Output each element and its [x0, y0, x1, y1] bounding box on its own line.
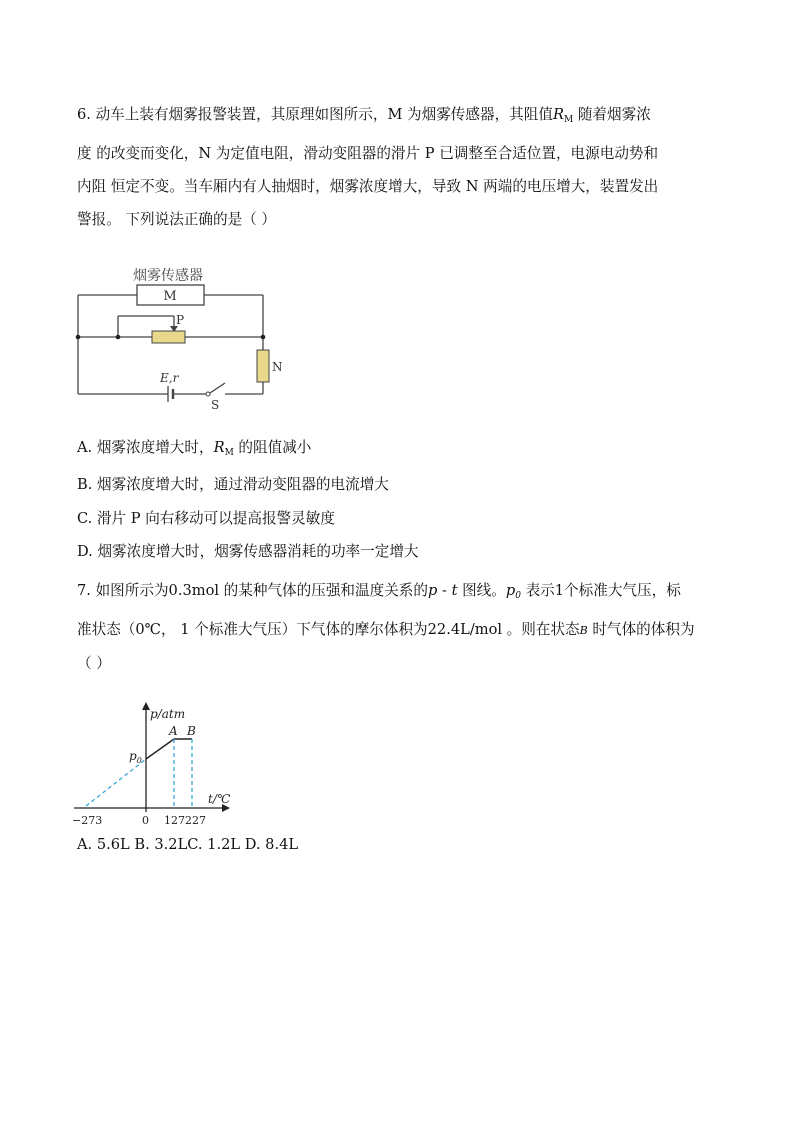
- q6-option-a: A. 烟雾浓度增大时，$R_M$ 的阻值减小: [77, 439, 312, 458]
- switch-pivot: [206, 392, 210, 396]
- q7-line-3: （ ）: [77, 655, 111, 672]
- q6-line-3: 内阻 恒定不变。当车厢内有人抽烟时，烟雾浓度增大，导致 N 两端的电压增大，装置发出: [77, 178, 659, 195]
- sensor-label: 烟雾传感器: [133, 268, 203, 284]
- tick-227: 227: [185, 814, 206, 827]
- n-label: N: [272, 360, 282, 374]
- source-label: E,r: [160, 371, 179, 385]
- switch-label: S: [211, 398, 220, 412]
- q6-line-1: 6. 动车上装有烟雾报警装置，其原理如图所示，M 为烟雾传感器，其阻值$R_M$ 随着烟雾浓: [77, 106, 651, 125]
- tick-neg273: −273: [72, 814, 103, 827]
- q6-line-2: 度 的改变而变化，N 为定值电阻，滑动变阻器的滑片 P 已调整至合适位置，电源电动势和: [77, 145, 659, 162]
- rheostat: [152, 331, 185, 343]
- q6-stem: [77, 98, 722, 236]
- q6-option-d: D. 烟雾浓度增大时，烟雾传感器消耗的功率一定增大: [77, 543, 419, 560]
- m-label: M: [163, 289, 177, 304]
- q7-line-1: 7. 如图所示为0.3mol 的某种气体的压强和温度关系的p - t 图线。$p_0$ 表示1个标准大气压，标: [77, 582, 681, 601]
- state-a-label: A: [169, 724, 178, 738]
- tick-0: 0: [142, 814, 149, 827]
- q7-line-2: 准状态（0℃， 1 个标准大气压）下气体的摩尔体积为22.4L/mol 。则在状态B 时气体的体积为: [77, 621, 695, 638]
- q6-circuit-diagram: [72, 262, 282, 412]
- q6-option-c: C. 滑片 P 向右移动可以提高报警灵敏度: [77, 510, 335, 527]
- q6-line-4: 警报。 下列说法正确的是（ ）: [77, 211, 276, 228]
- q7-options: A. 5.6L B. 3.2LC. 1.2L D. 8.4L: [77, 836, 299, 853]
- p0-label: $p_0$: [129, 749, 142, 765]
- q6-rm-symbol: R: [552, 106, 564, 123]
- p-axis-label: p/atm: [150, 707, 186, 721]
- t-axis-label: t/℃: [208, 792, 231, 806]
- tick-127: 127: [164, 814, 185, 827]
- q6-option-b: B. 烟雾浓度增大时，通过滑动变阻器的电流增大: [77, 476, 389, 493]
- q7-stem: [77, 574, 722, 680]
- q7-pt-graph: [72, 702, 232, 832]
- n-resistor: [257, 350, 269, 382]
- state-b-label: B: [187, 724, 196, 738]
- p-label: P: [176, 313, 185, 327]
